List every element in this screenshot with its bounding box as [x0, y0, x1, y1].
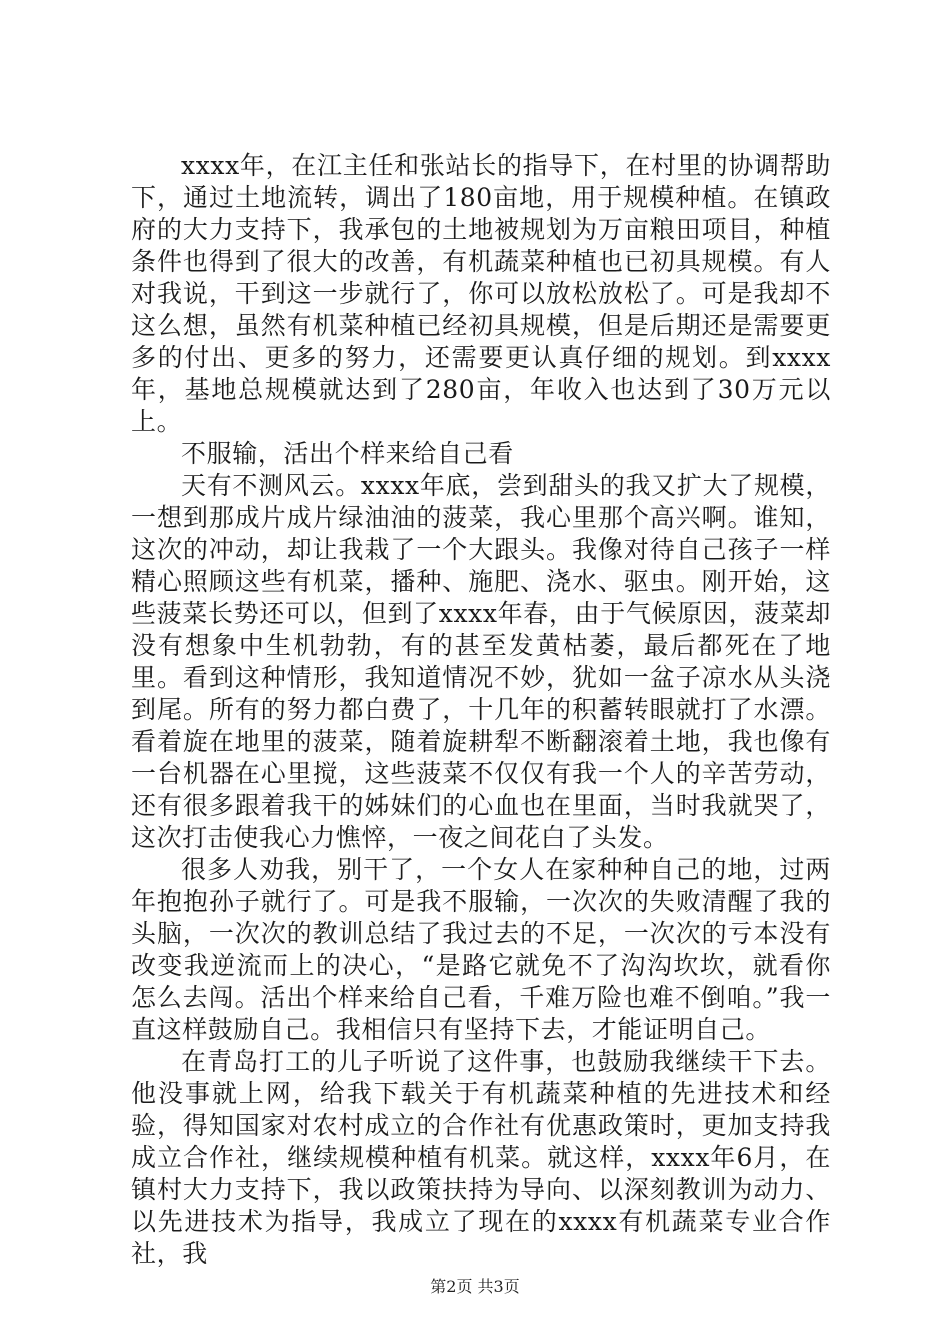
paragraph-1: xxxx年，在江主任和张站长的指导下，在村里的协调帮助下，通过土地流转，调出了180亩地，用于规模种植。在镇政府的大力支持下，我承包的土地被规划为万亩粮田项目，种植条件也得到了很大的改善，有机蔬菜种植也已初具规模。有人对我说，干到这一步就行了，你可以放松放松了。可是我却不这么想，虽然有机菜种植已经初具规模，但是后期还是需要更多的付出、更多的努力，还需要更认真仔细的规划。到xxxx年，基地总规模就达到了280亩，年收入也达到了30万元以上。 — [131, 151, 831, 436]
section-heading: 不服输，活出个样来给自己看 — [181, 439, 514, 468]
paragraph-2: 天有不测风云。xxxx年底，尝到甜头的我又扩大了规模，一想到那成片成片绿油油的菠菜，我心里那个高兴啊。谁知，这次的冲动，却让我栽了一个大跟头。我像对待自己孩子一样精心照顾这些有机菜，播种、施肥、浇水、驱虫。刚开始，这些菠菜长势还可以，但到了xxxx年春，由于气候原因，菠菜却没有想象中生机勃勃，有的甚至发黄枯萎，最后都死在了地里。看到这种情形，我知道情况不妙，犹如一盆子凉水从头浇到尾。所有的努力都白费了，十几年的积蓄转眼就打了水漂。看着旋在地里的菠菜，随着旋耕犁不断翻滚着土地，我也像有一台机器在心里搅，这些菠菜不仅仅有我一个人的辛苦劳动，还有很多跟着我干的姊妹们的心血也在里面，当时我就哭了，这次打击使我心力憔悴，一夜之间花白了头发。 — [131, 471, 831, 852]
paragraph-4: 在青岛打工的儿子听说了这件事，也鼓励我继续干下去。他没事就上网，给我下载关于有机蔬菜种植的先进技术和经验，得知国家对农村成立的合作社有优惠政策时，更加支持我成立合作社，继续规模种植有机菜。就这样，xxxx年6月，在镇村大力支持下，我以政策扶持为导向、以深刻教训为动力、以先进技术为指导，我成立了现在的xxxx有机蔬菜专业合作社，我 — [131, 1047, 831, 1268]
page-number-footer: 第2页 共3页 — [430, 1277, 520, 1296]
document-body — [131, 150, 831, 1270]
paragraph-3: 很多人劝我，别干了，一个女人在家种种自己的地，过两年抱抱孙子就行了。可是我不服输，一次次的失败清醒了我的头脑，一次次的教训总结了我过去的不足，一次次的亏本没有改变我逆流而上的决心，“是路它就免不了沟沟坎坎，就看你怎么去闯。活出个样来给自己看，千难万险也难不倒咱。”我一直这样鼓励自己。我相信只有坚持下去，才能证明自己。 — [131, 855, 831, 1044]
